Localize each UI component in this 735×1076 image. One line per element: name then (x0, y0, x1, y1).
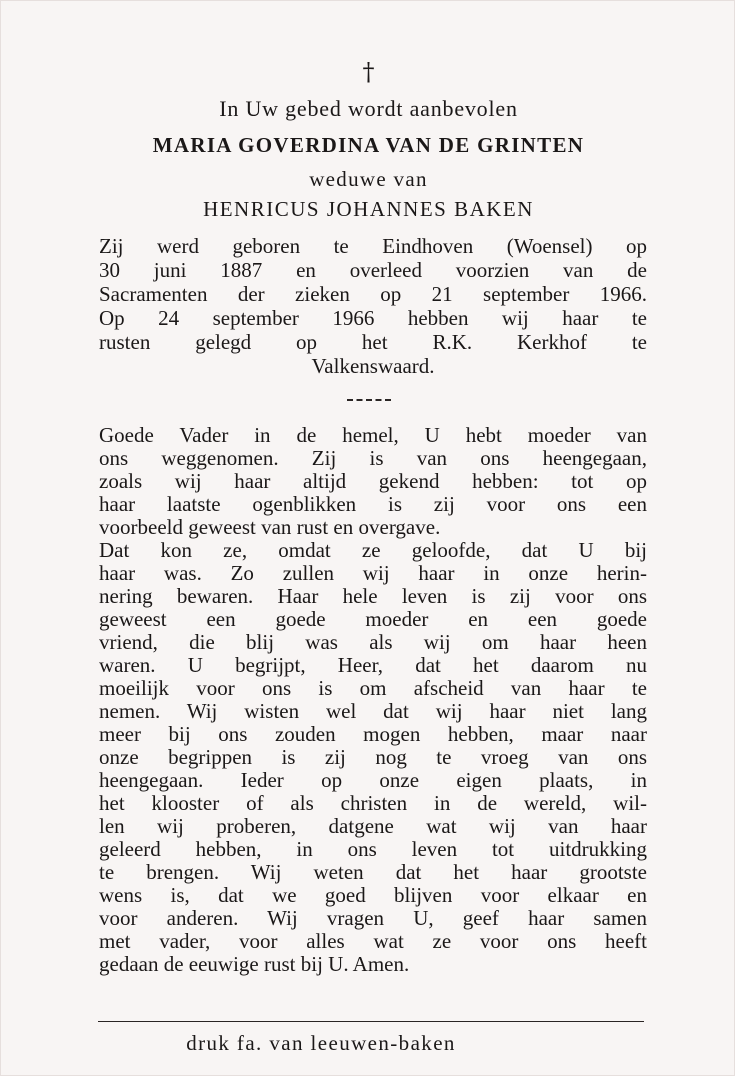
prayer-line: Dat kon ze, omdat ze geloofde, dat U bij (99, 539, 647, 562)
prayer-line: het klooster of als christen in de wereld, wil- (99, 792, 647, 815)
prayer-line: te brengen. Wij weten dat het haar grootste (99, 861, 647, 884)
prayer-line: nering bewaren. Haar hele leven is zij voor ons (99, 585, 647, 608)
prayer-line: moeilijk voor ons is om afscheid van haar te (99, 677, 647, 700)
bio-line: Zij werd geboren te Eindhoven (Woensel) op (99, 234, 647, 258)
prayer-line: ons weggenomen. Zij is van ons heengegaan, (99, 447, 647, 470)
prayer-line: meer bij ons zouden mogen hebben, maar naar (99, 723, 647, 746)
intro-text: In Uw gebed wordt aanbevolen (219, 96, 518, 121)
prayer-line: wens is, dat we goed blijven voor elkaar en (99, 884, 647, 907)
prayer-line: heengegaan. Ieder op onze eigen plaats, in (99, 769, 647, 792)
deceased-name: MARIA GOVERDINA VAN DE GRINTEN (152, 133, 585, 157)
prayer-line: haar was. Zo zullen wij haar in onze herin- (99, 562, 647, 585)
prayer-line: gedaan de eeuwige rust bij U. Amen. (99, 953, 410, 976)
prayer-line: geleerd hebben, in ons leven tot uitdrukking (99, 838, 647, 861)
prayer-line: Goede Vader in de hemel, U hebt moeder van (99, 424, 647, 447)
prayer-line: geweest een goede moeder en een goede (99, 608, 647, 631)
bio-line: Sacramenten der zieken op 21 september 1966. (99, 282, 647, 306)
prayer-line: len wij proberen, datgene wat wij van haar (99, 815, 647, 838)
bio-line: 30 juni 1887 en overleed voorzien van de (99, 258, 647, 282)
prayer-line: zoals wij haar altijd gekend hebben: tot op (99, 470, 647, 493)
prayer-line: haar laatste ogenblikken is zij voor ons een (99, 493, 647, 516)
short-divider (347, 399, 391, 401)
cross-icon: † (362, 58, 375, 86)
prayer-line: voorbeeld geweest van rust en overgave. (99, 516, 441, 539)
prayer-line: onze begrippen is zij nog te vroeg van ons (99, 746, 647, 769)
bio-line: rusten gelegd op het R.K. Kerkhof te (99, 330, 647, 354)
bio-line: Valkenswaard. (311, 354, 435, 378)
prayer-line: met vader, voor alles wat ze voor ons heeft (99, 930, 647, 953)
prayer-line: waren. U begrijpt, Heer, dat het daarom nu (99, 654, 647, 677)
biography-paragraph (99, 234, 647, 378)
husband-name: HENRICUS JOHANNES BAKEN (203, 197, 534, 221)
bio-line: Op 24 september 1966 hebben wij haar te (99, 306, 647, 330)
prayer-paragraph (99, 424, 647, 976)
prayer-line: nemen. Wij wisten wel dat wij haar niet lang (99, 700, 647, 723)
widow-of-text: weduwe van (309, 167, 428, 191)
prayer-line: vriend, die blij was als wij om haar heen (99, 631, 647, 654)
printer-credit: druk fa. van leeuwen-baken (186, 1031, 456, 1055)
prayer-line: voor anderen. Wij vragen U, geef haar samen (99, 907, 647, 930)
footer-divider (98, 1021, 644, 1022)
